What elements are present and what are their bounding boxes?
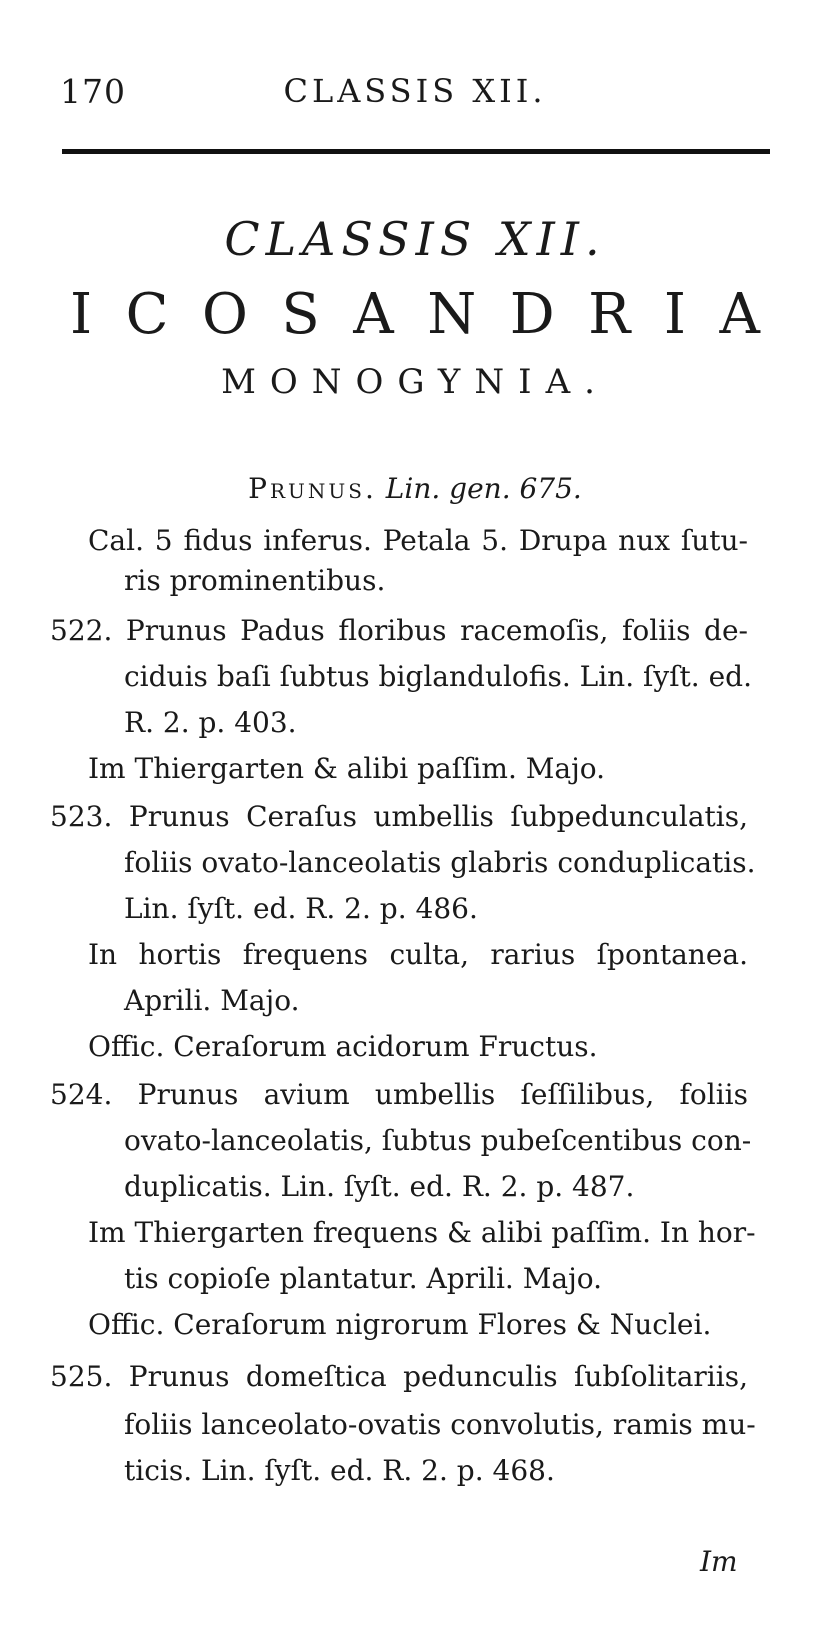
order-title-icosandria <box>70 282 760 347</box>
suborder-title: MONOGYNIA. <box>221 362 609 402</box>
class-title: CLASSIS XII. <box>224 212 606 266</box>
title-letter: S <box>281 282 320 347</box>
title-letter: C <box>125 282 169 347</box>
title-letter: D <box>509 282 555 347</box>
page-number: 170 <box>60 72 126 111</box>
title-letter: I <box>70 282 93 347</box>
title-letter: R <box>588 282 631 347</box>
text-line: ciduis baſi ſubtus biglandulofis. Lin. ſyſt. ed. <box>124 660 753 693</box>
officinal-line: Offic. Ceraſorum acidorum Fructus. <box>88 1030 598 1063</box>
species-523: 523. Prunus Ceraſus umbellis ſubpedunculatis, <box>50 800 748 833</box>
text-line: foliis ovato-lanceolatis glabris conduplicatis. <box>124 846 756 879</box>
title-letter: O <box>201 282 248 347</box>
genus-name: Prunus. <box>248 472 377 505</box>
title-letter: A <box>719 282 760 347</box>
title-letter: A <box>353 282 394 347</box>
page-header <box>60 72 770 116</box>
habitat-line: Im Thiergarten frequens & alibi paſſim. In hor- <box>88 1216 756 1249</box>
text-line: Lin. ſyſt. ed. R. 2. p. 486. <box>124 892 478 925</box>
text-line: tis copioſe plantatur. Aprili. Majo. <box>124 1262 603 1295</box>
genus-reference: Lin. gen. 675. <box>385 472 582 505</box>
officinal-line: Offic. Ceraſorum nigrorum Flores & Nuclei. <box>88 1308 712 1341</box>
text-line: Cal. 5 fidus inferus. Petala 5. Drupa nux ſutu- <box>88 524 748 557</box>
title-letter: N <box>427 282 477 347</box>
text-line: ovato-lanceolatis, ſubtus pubeſcentibus con- <box>124 1124 752 1157</box>
text-line: ris prominentibus. <box>124 564 386 597</box>
habitat-line: Im Thiergarten & alibi paſſim. Majo. <box>88 752 606 785</box>
text-line: foliis lanceolato-ovatis convolutis, ramis mu- <box>124 1408 756 1441</box>
header-rule <box>62 149 770 154</box>
text-line: duplicatis. Lin. ſyſt. ed. R. 2. p. 487. <box>124 1170 635 1203</box>
title-letter: I <box>663 282 686 347</box>
catchword: Im <box>700 1545 738 1578</box>
text-line: Aprili. Majo. <box>124 984 300 1017</box>
species-522: 522. Prunus Padus floribus racemoſis, foliis de- <box>50 614 748 647</box>
text-line: ticis. Lin. ſyſt. ed. R. 2. p. 468. <box>124 1454 555 1487</box>
species-525: 525. Prunus domeſtica pedunculis ſubſolitariis, <box>50 1360 748 1393</box>
habitat-line: In hortis frequens culta, rarius ſpontanea. <box>88 938 748 971</box>
species-524: 524. Prunus avium umbellis ſeſſilibus, foliis <box>50 1078 748 1111</box>
running-title: CLASSIS XII. <box>283 72 547 110</box>
genus-heading <box>0 472 830 505</box>
text-line: R. 2. p. 403. <box>124 706 297 739</box>
